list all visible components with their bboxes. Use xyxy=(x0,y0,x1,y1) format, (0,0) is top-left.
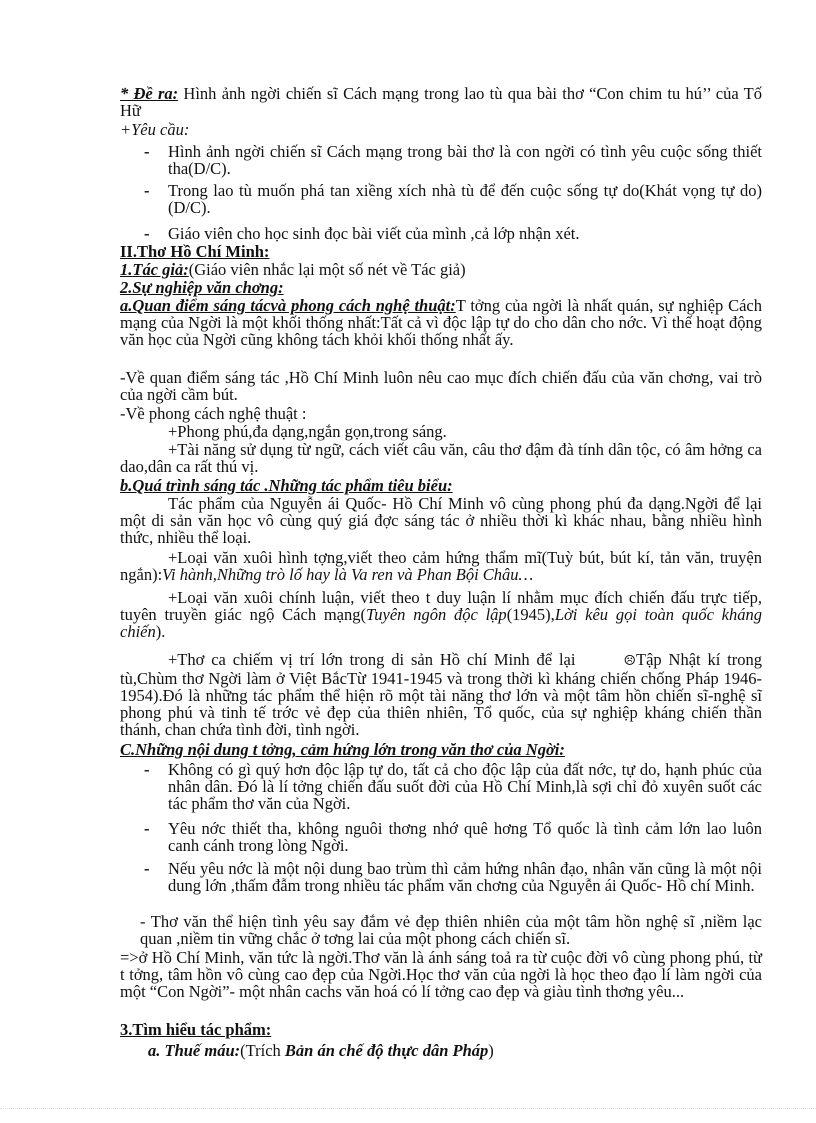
content-text: Yêu nớc thiết tha, không nguôi thơng nhớ quê hơng Tổ quốc là tình cảm lớn lao luôn canh cánh trong lòng Ngời. xyxy=(168,819,762,855)
process-para2 xyxy=(120,549,762,583)
process-para4-text-b: Tập Nhật kí trong tù,Chùm thơ Ngời làm ở Việt BắcTừ 1941-1945 và trong thời kì kháng chiến chống Pháp 1946-1954).Đó là những tác phẩm thể hiện rõ một tài năng thơ lớn và một tâm hồn chiến sĩ-nghệ sĩ phong phú và tinh tế trớc vẻ đẹp của thiên nhiên, Tổ quốc, của sự nghiệp kháng chiến thần thánh, chan chứa tình đời, tình ngời. xyxy=(120,650,763,739)
dash-bullet-icon: - xyxy=(144,859,150,878)
process-para4-text-a: +Thơ ca chiếm vị trí lớn trong di sản Hồ chí Minh để lại xyxy=(168,650,576,669)
dash-bullet-icon: - xyxy=(144,760,150,779)
topic-paragraph xyxy=(120,85,762,119)
process-para2-works: Vi hành,Những trò lố hay là Va ren và Phan Bội Châu… xyxy=(162,565,534,584)
process-para4 xyxy=(120,651,762,738)
requirement-text: Hình ảnh ngời chiến sĩ Cách mạng trong bài thơ là con ngời có tình yêu cuộc sống thiết tha(D/C). xyxy=(168,142,762,178)
process-heading: b.Quá trình sáng tác .Những tác phẩm tiêu biểu: xyxy=(120,476,453,495)
content-item xyxy=(144,819,762,855)
dash-bullet-icon: - xyxy=(144,142,150,161)
dash-bullet-icon: - xyxy=(144,224,150,243)
frown-face-icon: ☹ xyxy=(623,654,637,669)
works-item-open: (Trích xyxy=(240,1041,285,1060)
content-text: Không có gì quý hơn độc lập tự do, tất cả cho độc lập của đất nớc, tự do, hạnh phúc của nhân dân. Đó là lí tởng chiến đấu suốt đời của Hồ Chí Minh,là sợi chỉ đỏ xuyên suốt các tác phẩm thơ văn của Ngời. xyxy=(168,760,762,813)
viewpoint-text: T tởng của ngời là nhất quán, sự nghiệp Cách mạng của Ngời là một khối thống nhất:Tất cả vì độc lập tự do cho dân cho nớc. Vì thế hoạt động văn học của Ngời cũng không tách khỏi khối thống nhất ấy. xyxy=(120,296,762,349)
works-heading: 3.Tìm hiểu tác phẩm: xyxy=(120,1020,272,1039)
content-item xyxy=(144,859,762,895)
content-text: Nếu yêu nớc là một nội dung bao trùm thì cảm hứng nhân đạo, nhân văn cũng là một nội dung lớn ,thấm đẫm trong nhiều tác phẩm văn chơng của Nguyễn ái Quốc- Hồ chí Minh. xyxy=(168,859,762,895)
career-heading: 2.Sự nghiệp văn chơng: xyxy=(120,278,284,297)
process-para3-work1: Tuyên ngôn độc lập xyxy=(366,605,507,624)
viewpoint-para1: -Về quan điểm sáng tác ,Hồ Chí Minh luôn nêu cao mục đích chiến đấu của văn chơng, vai trò của ngời cầm bút. xyxy=(120,368,762,404)
process-para3-year: (1945), xyxy=(506,605,555,624)
requirement-text: Giáo viên cho học sinh đọc bài viết của mình ,cả lớp nhận xét. xyxy=(168,224,580,243)
topic-label: * Đề ra: xyxy=(120,84,179,103)
content-para2: =>ở Hồ Chí Minh, văn tức là ngời.Thơ văn là ánh sáng toả ra từ cuộc đời vô cùng phong phú, từ t tởng, tâm hồn vô cùng cao đẹp của Ngời.Học thơ văn của ngời là học theo đạo lí làm ngời của một “Con Ngời”- một nhân cachs văn hoá có lí tởng cao đẹp và giàu tình thơng yêu... xyxy=(120,948,762,1001)
content-heading: C.Những nội dung t tởng, cảm hứng lớn trong văn thơ của Ngời: xyxy=(120,740,565,759)
content-para1: - Thơ văn thể hiện tình yêu say đắm vẻ đẹp thiên nhiên của một tâm hồn nghệ sĩ ,niềm lạc quan ,niềm tin vững chắc ở tơng lai của một phong cách chiến sĩ. xyxy=(140,912,762,948)
content-item xyxy=(144,760,762,813)
process-para1: Tác phẩm của Nguyễn ái Quốc- Hồ Chí Minh vô cùng phong phú đa dạng.Ngời để lại một di sản văn học vô cùng quý giá đợc sáng tác ở nhiều thời kì khác nhau, bằng nhiều hình thức, nhiều thể loại. xyxy=(120,494,762,547)
author-paragraph xyxy=(120,261,762,278)
requirements-label: +Yêu cầu: xyxy=(120,120,190,139)
works-item-label: a. Thuế máu: xyxy=(148,1041,241,1060)
works-item-source: Bản án chế độ thực dân Pháp xyxy=(284,1041,489,1060)
works-item-close: ) xyxy=(488,1041,494,1060)
viewpoint-para4: +Tài năng sử dụng từ ngữ, cách viết câu văn, câu thơ đậm đà tính dân tộc, có âm hởng ca dao,dân ca rất thú vị. xyxy=(120,440,762,476)
works-item xyxy=(148,1042,762,1059)
page-bottom-rule xyxy=(0,1108,816,1109)
author-label: 1.Tác giả: xyxy=(120,260,189,279)
process-para3 xyxy=(120,589,762,640)
requirement-item xyxy=(144,181,762,217)
author-text: (Giáo viên nhắc lại một số nét về Tác giả) xyxy=(188,260,466,279)
dash-bullet-icon: - xyxy=(144,819,150,838)
process-para3-text: +Loại văn xuôi chính luận, viết theo t duy luận lí nhằm mục đích chiến đấu trực tiếp, tuyên truyền giác ngộ Cách mạng( xyxy=(120,588,762,624)
topic-text: Hình ảnh ngời chiến sĩ Cách mạng trong lao tù qua bài thơ “Con chim tu hú’’ của Tố Hữ xyxy=(120,84,762,120)
viewpoint-paragraph xyxy=(120,297,762,348)
viewpoint-para2: -Về phong cách nghệ thuật : xyxy=(120,404,307,423)
dash-bullet-icon: - xyxy=(144,181,150,200)
section-ii-heading: II.Thơ Hồ Chí Minh: xyxy=(120,242,270,261)
requirement-item xyxy=(144,142,762,178)
requirement-text: Trong lao tù muốn phá tan xiềng xích nhà tù để đến cuộc sống tự do(Khát vọng tự do)(D/C). xyxy=(168,181,762,217)
process-para3-end: ). xyxy=(155,622,166,641)
process-para2-text: +Loại văn xuôi hình tợng,viết theo cảm hứng thẩm mĩ(Tuỳ bút, bút kí, tản văn, truyện ngắn): xyxy=(120,548,762,584)
requirement-item xyxy=(144,224,762,243)
viewpoint-label: a.Quan điểm sáng tácvà phong cách nghệ thuật: xyxy=(120,296,456,315)
viewpoint-para3: +Phong phú,đa dạng,ngắn gọn,trong sáng. xyxy=(168,422,447,441)
process-para3-work2: Lời kêu gọi toàn quốc kháng chiến xyxy=(120,605,762,641)
